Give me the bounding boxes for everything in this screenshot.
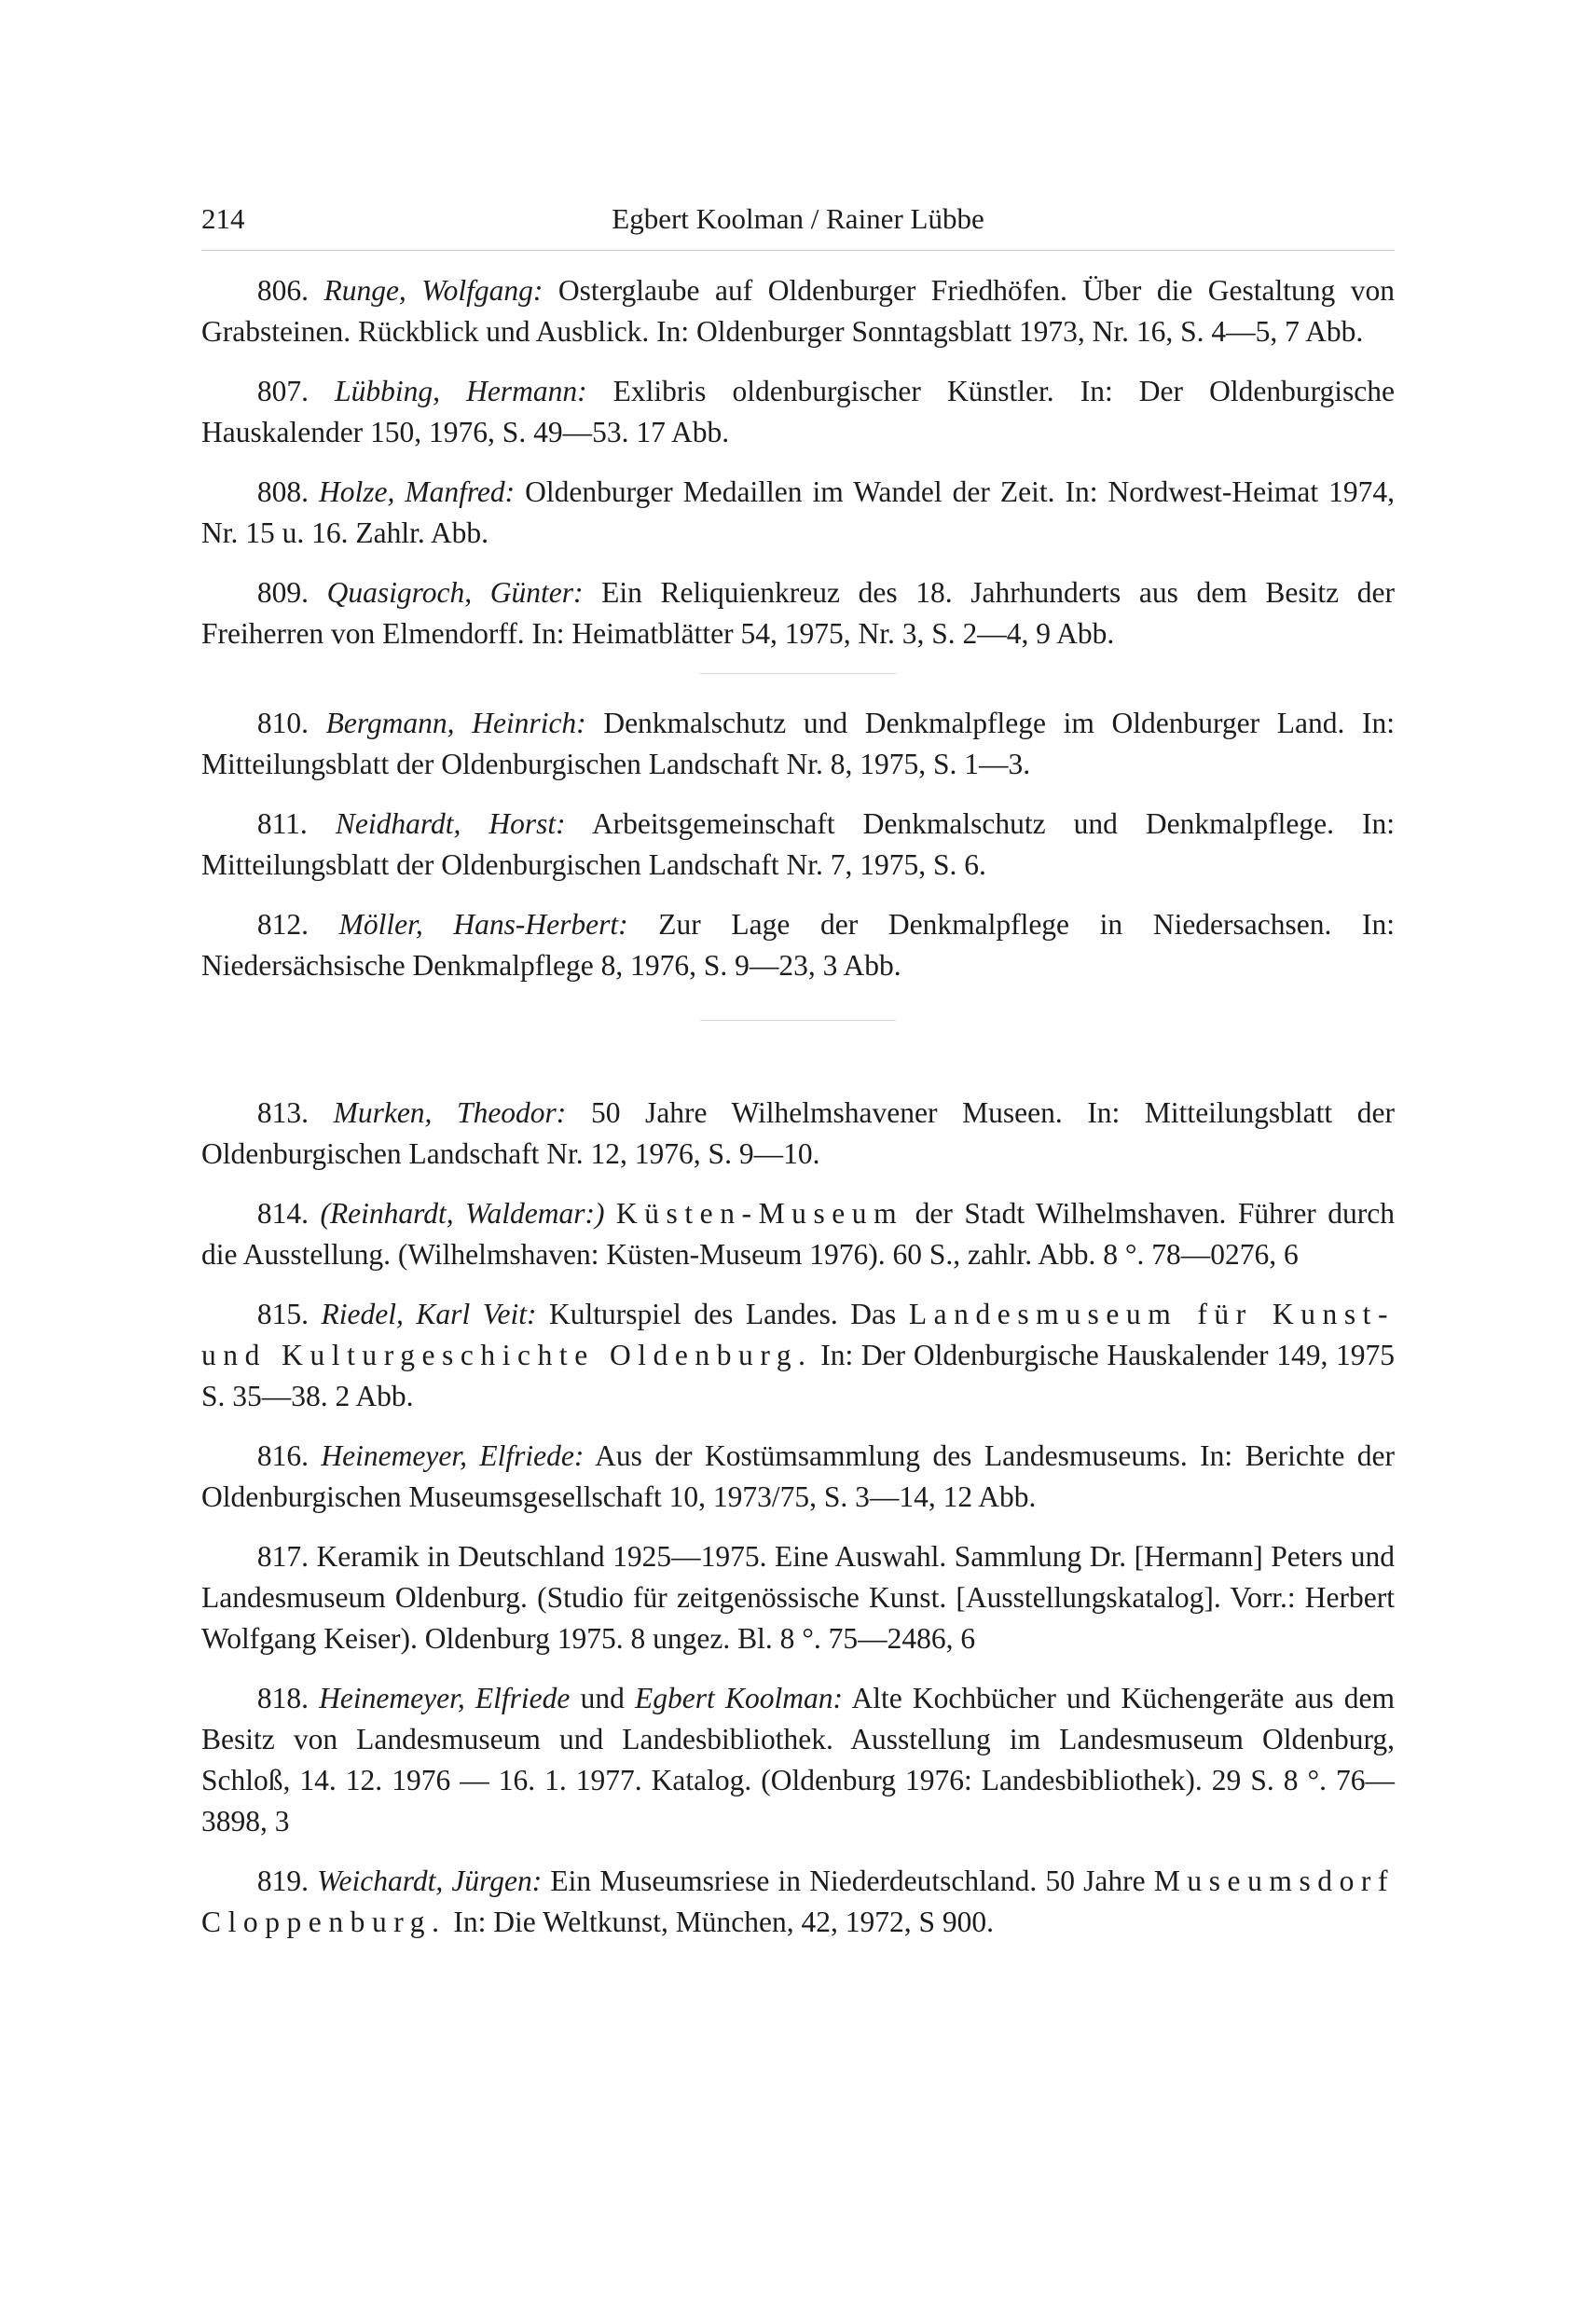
- entry-text: 50 Jahre Wilhelmshavener Museen. In: Mitteilungsblatt der Oldenburgischen Landschaft Nr. 12, 1976, S. 9—10.: [201, 1096, 1396, 1170]
- bibliography-entry-807: [201, 371, 1395, 453]
- entry-number: 814.: [256, 1197, 309, 1230]
- bibliography-entry-819: [201, 1861, 1395, 1943]
- bibliography-entry-810: [201, 703, 1395, 785]
- entry-text-lead: Ein Museumsriese in Niederdeutschland. 50 Jahre: [550, 1865, 1146, 1897]
- entry-author: Murken, Theodor:: [333, 1096, 567, 1129]
- bibliography-entry-811: [201, 804, 1395, 886]
- entry-author: Runge, Wolfgang:: [323, 274, 543, 307]
- entry-number: 813.: [256, 1096, 309, 1129]
- entry-number: 812.: [256, 908, 309, 941]
- entry-text: Denkmalschutz und Denkmalpflege im Oldenburger Land. In: Mitteilungsblatt der Oldenburgischen Landschaft Nr. 8, 1975, S. 1—3.: [201, 707, 1396, 780]
- entry-author: Heinemeyer, Elfriede: [319, 1682, 571, 1714]
- entry-author: Heinemeyer, Elfriede:: [321, 1439, 585, 1472]
- entry-number: 818.: [256, 1682, 309, 1714]
- bibliography-entry-809: [201, 572, 1395, 654]
- bibliography-entry-812: [201, 904, 1395, 986]
- entry-number: 810.: [256, 707, 309, 739]
- entry-author: Lübbing, Hermann:: [335, 375, 587, 407]
- entry-author: Weichardt, Jürgen:: [317, 1865, 543, 1897]
- entry-number: 819.: [256, 1865, 309, 1897]
- entry-text: Aus der Kostümsammlung des Landesmuseums. In: Berichte der Oldenburgischen Museumsgesellschaft 10, 1973/75, S. 3—14, 12 Abb.: [201, 1439, 1395, 1513]
- bibliography-entry-806: [201, 270, 1395, 352]
- bibliography-entry-816: [201, 1436, 1395, 1518]
- entry-text: In: Der Oldenburgische Hauskalender 149, 1975 S. 35—38. 2 Abb.: [201, 1339, 1395, 1412]
- entry-author: Riedel, Karl Veit:: [321, 1298, 537, 1330]
- bibliography-entry-808: [201, 472, 1395, 554]
- entry-author: (Reinhardt, Waldemar:): [320, 1197, 605, 1230]
- entry-number: 806.: [256, 274, 309, 307]
- entry-number: 808.: [256, 475, 309, 508]
- section-separator: [700, 673, 896, 675]
- entry-text: Exlibris oldenburgischer Künstler. In: Der Oldenburgische Hauskalender 150, 1976, S. 49—53. 17 Abb.: [201, 375, 1396, 448]
- bibliography-entry-814: [201, 1193, 1395, 1275]
- entry-spaced-title: Landesmuseum für Kunst- und Kulturgeschichte Oldenburg.: [201, 1298, 1396, 1371]
- entry-text: Arbeitsgemeinschaft Denkmalschutz und Denkmalpflege. In: Mitteilungsblatt der Oldenburgischen Landschaft Nr. 7, 1975, S. 6.: [201, 807, 1395, 881]
- section-separator: [700, 1020, 896, 1022]
- entry-spaced-title: Küsten-Museum: [615, 1197, 904, 1230]
- page-number: 214: [201, 202, 245, 235]
- entry-text: der Stadt Wilhelmshaven. Führer durch die Ausstellung. (Wilhelmshaven: Küsten-Museum 1976). 60 S., zahlr. Abb. 8 °. 78—0276, 6: [201, 1197, 1396, 1271]
- entry-text: Keramik in Deutschland 1925—1975. Eine Auswahl. Sammlung Dr. [Hermann] Peters und Landesmuseum Oldenburg. (Studio für zeitgenössische Kunst. [Ausstellungskatalog]. Vorr.: Herbert Wolfgang Keiser). Oldenburg 1975. 8 ungez. Bl. 8 °. 75—2486, 6: [201, 1540, 1396, 1655]
- entry-spaced-title: Museumsdorf Cloppenburg.: [201, 1865, 1395, 1938]
- header-rule: [201, 250, 1395, 251]
- entry-number: 809.: [256, 576, 309, 609]
- entry-conjunction: und: [580, 1682, 625, 1714]
- entry-number: 817.: [256, 1540, 309, 1573]
- entry-author: Neidhardt, Horst:: [335, 807, 566, 840]
- entry-author-2: Egbert Koolman:: [635, 1682, 843, 1714]
- bibliography-entry-818: [201, 1678, 1395, 1842]
- bibliography-list: [201, 270, 1395, 1961]
- entry-author: Holze, Manfred:: [318, 475, 516, 508]
- entry-number: 815.: [256, 1298, 309, 1330]
- bibliography-entry-813: [201, 1093, 1395, 1175]
- entry-text-lead: Kulturspiel des Landes. Das: [549, 1298, 897, 1330]
- running-head: Egbert Koolman / Rainer Lübbe: [612, 202, 984, 235]
- entry-text: Alte Kochbücher und Küchengeräte aus dem Besitz von Landesmuseum und Landesbibliothek. Ausstellung im Landesmuseum Oldenburg, Schloß, 14. 12. 1976 — 16. 1. 1977. Katalog. (Oldenburg 1976: Landesbibliothek). 29 S. 8 °. 76—3898, 3: [201, 1682, 1395, 1837]
- entry-text: Oldenburger Medaillen im Wandel der Zeit. In: Nordwest-Heimat 1974, Nr. 15 u. 16. Zahlr. Abb.: [201, 475, 1396, 549]
- entry-text: In: Die Weltkunst, München, 42, 1972, S 900.: [453, 1906, 994, 1938]
- entry-text: Zur Lage der Denkmalpflege in Niedersachsen. In: Niedersächsische Denkmalpflege 8, 1976, S. 9—23, 3 Abb.: [201, 908, 1396, 982]
- page-header: [201, 196, 1395, 242]
- entry-author: Möller, Hans-Herbert:: [338, 908, 628, 941]
- entry-author: Bergmann, Heinrich:: [325, 707, 586, 739]
- entry-number: 816.: [256, 1439, 309, 1472]
- bibliography-entry-817: [201, 1536, 1395, 1659]
- entry-number: 807.: [256, 375, 309, 407]
- entry-number: 811.: [256, 807, 308, 840]
- bibliography-entry-815: [201, 1294, 1395, 1417]
- entry-text: Osterglaube auf Oldenburger Friedhöfen. Über die Gestaltung von Grabsteinen. Rückblick und Ausblick. In: Oldenburger Sonntagsblatt 1973, Nr. 16, S. 4—5, 7 Abb.: [201, 274, 1395, 348]
- entry-author: Quasigroch, Günter:: [326, 576, 584, 609]
- entry-text: Ein Reliquienkreuz des 18. Jahrhunderts aus dem Besitz der Freiherren von Elmendorff. In: Heimatblätter 54, 1975, Nr. 3, S. 2—4, 9 Abb.: [201, 576, 1396, 650]
